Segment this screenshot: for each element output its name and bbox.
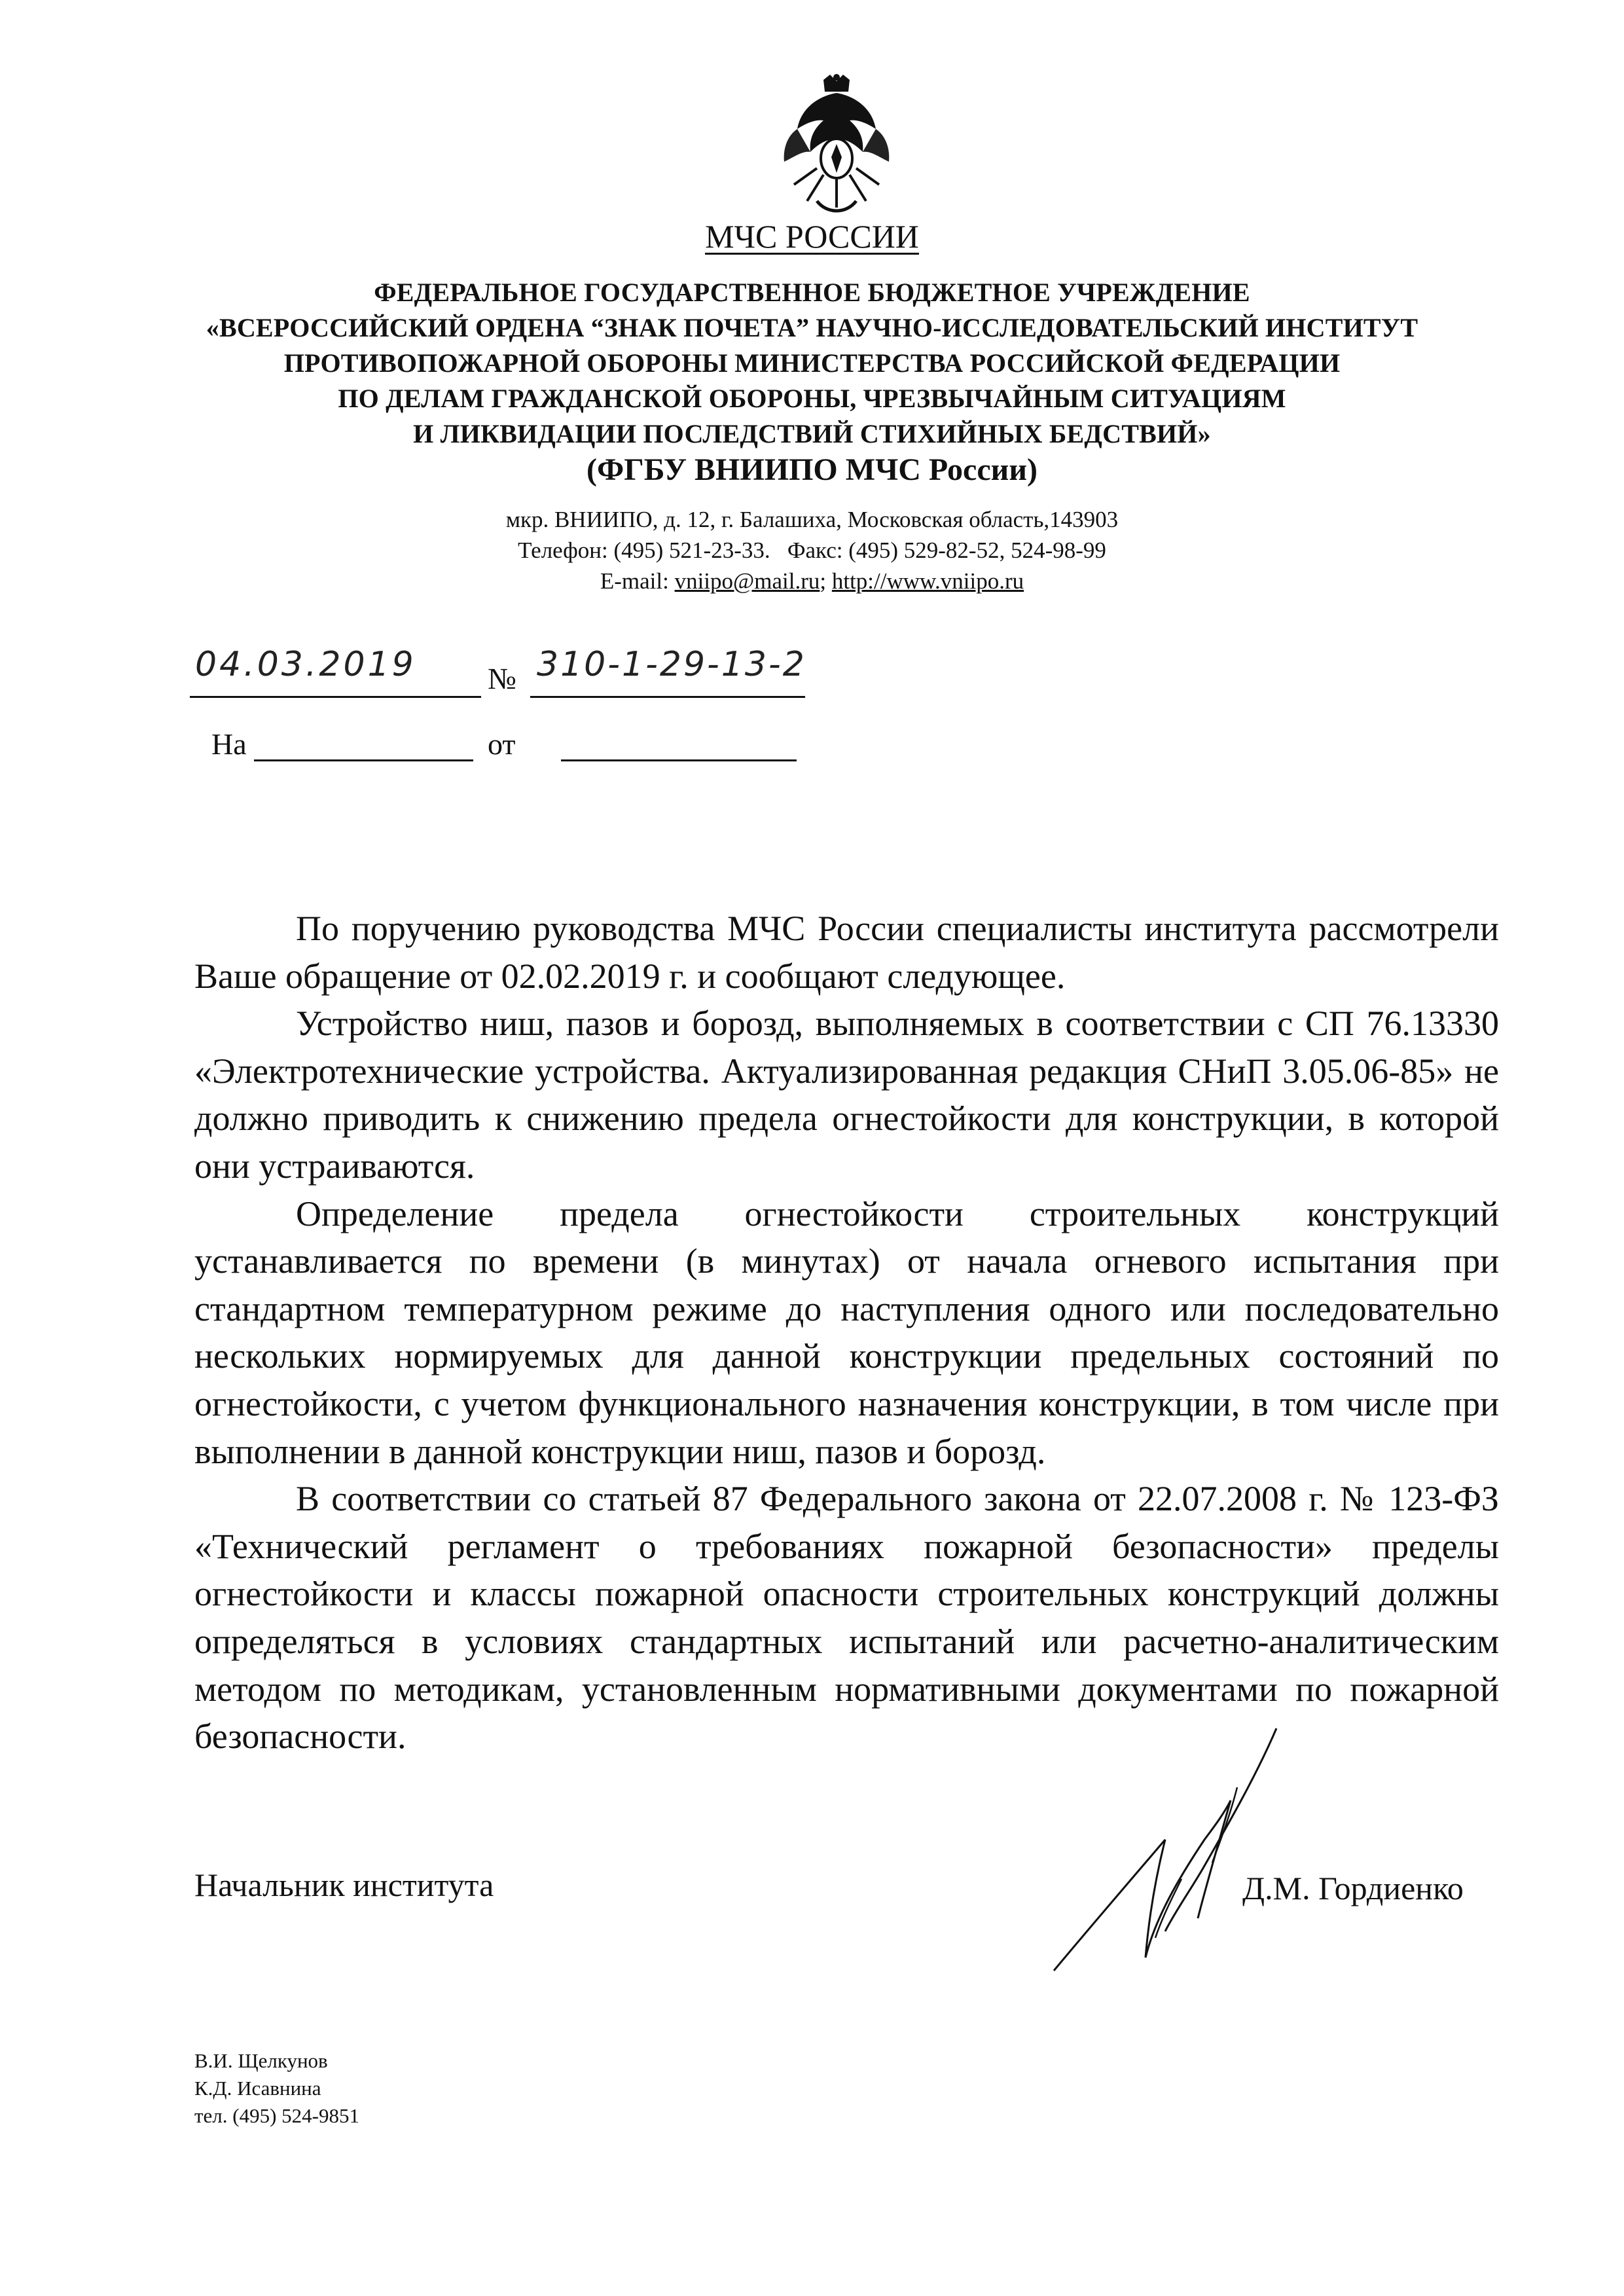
date-underline <box>190 696 481 698</box>
phone-fax: Телефон: (495) 521-23-33. Факс: (495) 529-82-52, 524-98-99 <box>518 538 1106 563</box>
reply-to-label: На <box>211 727 247 761</box>
org-line: ПО ДЕЛАМ ГРАЖДАНСКОЙ ОБОРОНЫ, ЧРЕЗВЫЧАЙНЫМ СИТУАЦИЯМ <box>338 384 1286 413</box>
email-website-line <box>0 566 1624 596</box>
org-line: «ВСЕРОССИЙСКИЙ ОРДЕНА “ЗНАК ПОЧЕТА” НАУЧНО-ИССЛЕДОВАТЕЛЬСКИЙ ИНСТИТУТ <box>206 313 1418 342</box>
emblem-icon <box>771 73 902 217</box>
paragraph: Устройство ниш, пазов и борозд, выполняемых в соответствии с СП 76.13330 «Электротехнические устройства. Актуализированная редакция СНиП 3.05.06-85» не должно приводить к снижению предела огнестойкости для конструкции, в которой они устраиваются. <box>194 1004 1499 1186</box>
email-link[interactable]: vniipo@mail.ru <box>674 568 820 594</box>
email-label: E-mail: <box>600 568 675 594</box>
executor-phone: тел. (495) 524-9851 <box>194 2104 359 2127</box>
address: мкр. ВНИИПО, д. 12, г. Балашиха, Московская область,143903 <box>505 507 1119 532</box>
paragraph: Определение предела огнестойкости строительных конструкций устанавливается по времени (в минутах) от начала огневого испытания при стандартном температурном режиме до наступления одного или последовательно нескольких нормируемых для данной конструкции предельных состояний по огнестойкости, с учетом функционального назначения конструкции, в том числе при выполнении в данной конструкции ниш, пазов и борозд. <box>194 1194 1499 1471</box>
reply-from-label: от <box>488 727 516 761</box>
org-line: ФЕДЕРАЛЬНОЕ ГОСУДАРСТВЕННОЕ БЮДЖЕТНОЕ УЧРЕЖДЕНИЕ <box>374 278 1250 307</box>
organization-full-name <box>0 275 1624 452</box>
registration-number: 310-1-29-13-2 <box>537 645 806 684</box>
signer-title: Начальник института <box>194 1867 494 1903</box>
ministry-name: МЧС РОССИИ <box>705 218 919 255</box>
website-link[interactable]: http://www.vniipo.ru <box>831 568 1024 594</box>
letter-body <box>194 905 1499 1760</box>
handwritten-signature <box>1041 1722 1290 1997</box>
signer-name: Д.М. Гордиенко <box>1242 1870 1464 1906</box>
executors-footer <box>194 2047 359 2130</box>
separator: ; <box>820 568 832 594</box>
org-line: И ЛИКВИДАЦИИ ПОСЛЕДСТВИЙ СТИХИЙНЫХ БЕДСТВИЙ» <box>413 419 1211 448</box>
paragraph: По поручению руководства МЧС России специалисты института рассмотрели Ваше обращение от 02.02.2019 г. и сообщают следующее. <box>194 909 1499 996</box>
paragraph: В соответствии со статьей 87 Федерального закона от 22.07.2008 г. № 123-ФЗ «Технический регламент о требованиях пожарной безопасности» пределы огнестойкости и классы пожарной опасности строительных конструкций должны определяться в условиях стандартных испытаний или расчетно-аналитическим методом по методикам, установленным нормативными документами по пожарной безопасности. <box>194 1479 1499 1757</box>
registration-date: 04.03.2019 <box>195 645 416 684</box>
org-line: ПРОТИВОПОЖАРНОЙ ОБОРОНЫ МИНИСТЕРСТВА РОССИЙСКОЙ ФЕДЕРАЦИИ <box>283 348 1341 378</box>
organization-short-name: (ФГБУ ВНИИПО МЧС России) <box>586 452 1038 487</box>
number-label: № <box>488 662 516 695</box>
reply-from-blank <box>561 759 797 761</box>
executor-name: К.Д. Исавнина <box>194 2077 321 2100</box>
reply-to-blank <box>254 759 473 761</box>
number-underline <box>530 696 805 698</box>
executor-name: В.И. Щелкунов <box>194 2049 328 2072</box>
contacts-block <box>0 504 1624 596</box>
